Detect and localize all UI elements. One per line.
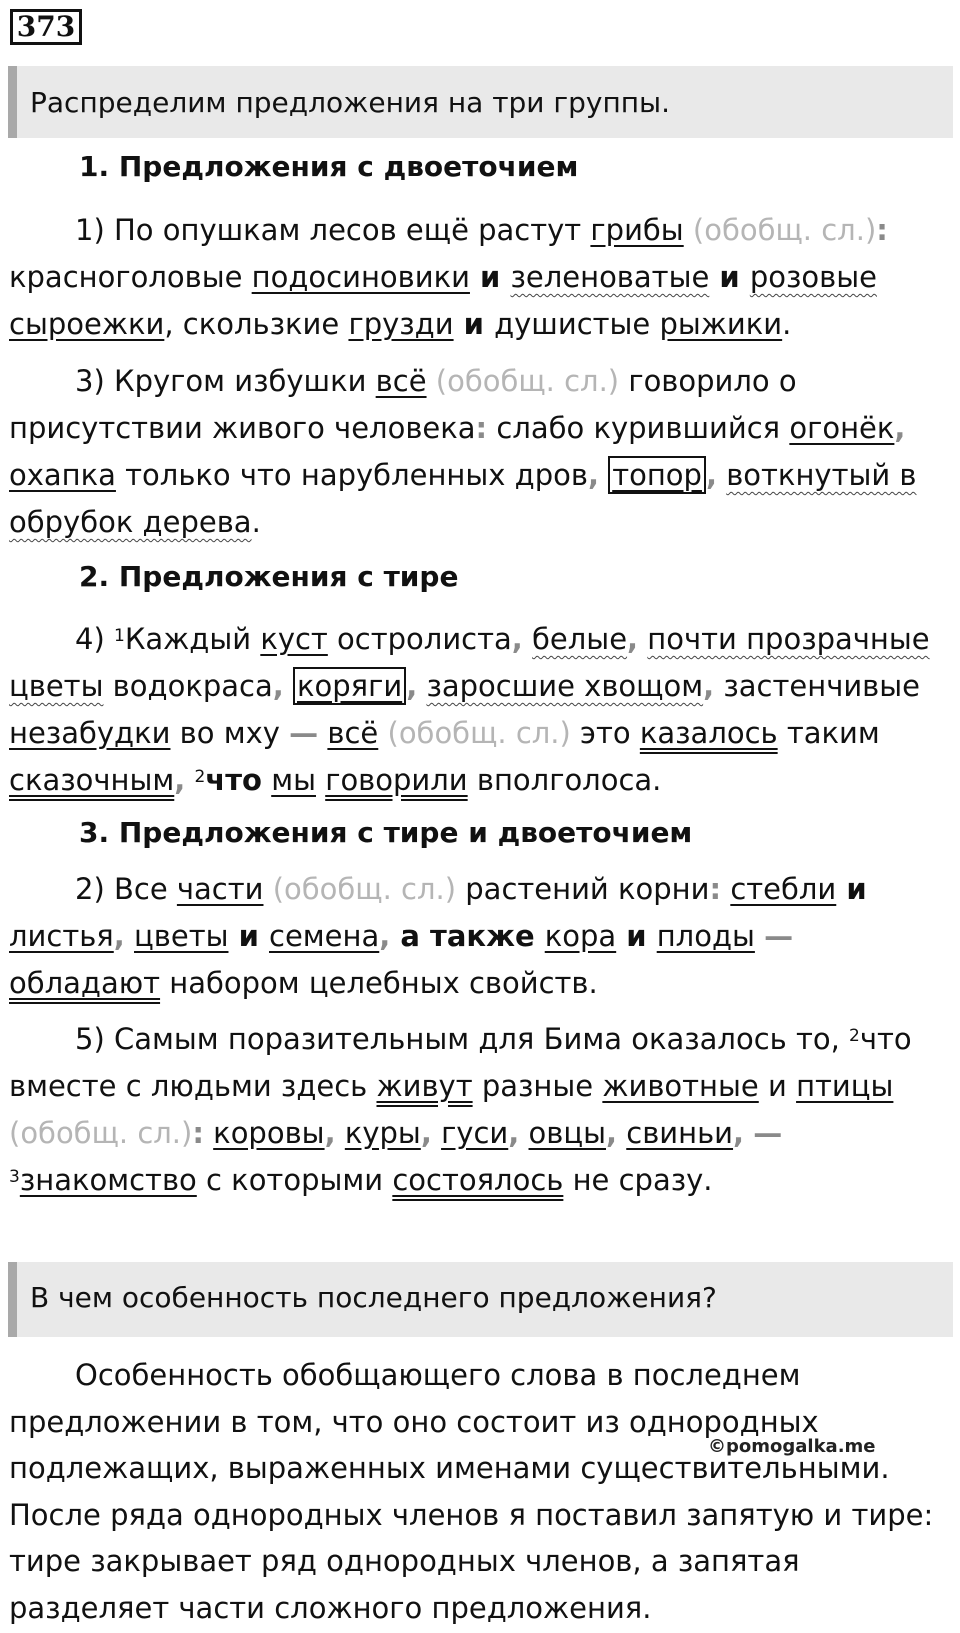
sentence-5: 5) Самым поразительным для Бима оказалось то, $^2$что вместе с людьми здесь живут разные животные и птицы (обобщ. сл.): коровы, куры, гуси, овцы, свиньи, — $^3$знакомство с которыми состоялось не сразу. (9, 1022, 912, 1197)
sentence-1: 1) По опушкам лесов ещё растут грибы (обобщ. сл.): красноголовые подосиновики и зеленоватые и розовые сыроежки, скользкие грузди и душистые рыжики. (9, 213, 888, 341)
group3-heading: 3. Предложения с тире и двоеточием (79, 816, 693, 849)
question-text: В чем особенность последнего предложения? (30, 1281, 717, 1314)
sentence-2: 2) Все части (обобщ. сл.) растений корни: стебли и листья, цветы и семена, а также кора и плоды — обладают набором целебных свойств. (9, 872, 867, 1000)
answer-paragraph: Особенность обобщающего слова в последнем предложении в том, что оно состоит из однородных подлежащих, выраженных именами существительными. После ряда однородных членов я поставил запятую и тире: тире закрывает ряд однородных членов, а запятая разделяет части сложного предложения. (9, 1358, 934, 1625)
question-bar (8, 1262, 953, 1337)
boxed-word: коряги (293, 667, 406, 705)
watermark: ©pomogalka.me (708, 1436, 876, 1457)
group1-heading: 1. Предложения с двоеточием (79, 150, 579, 183)
exercise-number: 373 (10, 9, 82, 45)
intro-bar (8, 66, 953, 138)
boxed-word: топор (608, 456, 706, 494)
intro-text: Распределим предложения на три группы. (30, 86, 671, 119)
group2-heading: 2. Предложения с тире (79, 560, 459, 593)
sentence-3: 3) Кругом избушки всё (обобщ. сл.) говорило о присутствии живого человека: слабо курившийся огонёк, охапка только что нарубленных дров, топор , воткнутый в обрубок дерева. (9, 364, 917, 539)
sentence-4: 4) $^1$Каждый куст остролиста, белые, почти прозрачные цветы водокраса, коряги , заросшие хвощом, застенчивые незабудки во мху — всё (обобщ. сл.) это казалось таким сказочным, $^2$что мы говорили вполголоса. (9, 622, 930, 797)
